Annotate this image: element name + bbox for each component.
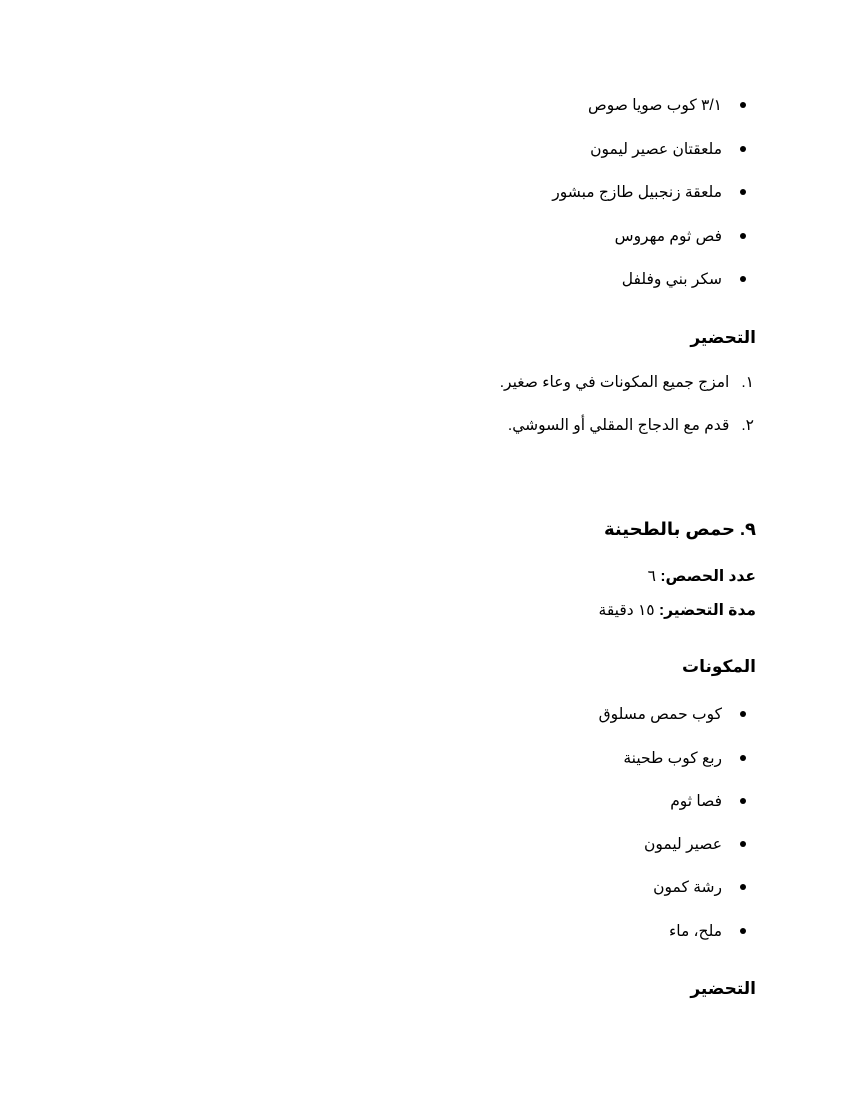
ingredient-text: سكر بني وفلفل (621, 271, 722, 288)
list-item (146, 140, 746, 160)
bullet-icon (740, 928, 746, 934)
bullet-icon (740, 711, 746, 717)
prep-time-value: ١٥ دقيقة (598, 602, 655, 619)
list-item (146, 878, 746, 898)
list-item (146, 792, 746, 812)
servings-label: عدد الحصص: (660, 568, 756, 585)
ingredient-text: ملعقتان عصير ليمون (590, 141, 722, 158)
ingredient-text: ربع كوب طحينة (623, 750, 722, 767)
list-item (146, 270, 746, 290)
step-item (154, 373, 754, 393)
bullet-icon (740, 146, 746, 152)
bullet-icon (740, 233, 746, 239)
ingredient-text: كوب حمص مسلوق (598, 706, 722, 723)
recipe-title: ٩. حمص بالطحينة (604, 519, 756, 539)
bullet-icon (740, 276, 746, 282)
list-item (146, 922, 746, 942)
step-number: ٢. (741, 417, 754, 434)
list-item (146, 749, 746, 769)
ingredient-text: ملعقة زنجبيل طازج مبشور (552, 184, 722, 201)
ingredient-text: رشة كمون (653, 879, 722, 896)
step-item (154, 416, 754, 436)
bullet-icon (740, 102, 746, 108)
list-item (146, 227, 746, 247)
list-item (146, 705, 746, 725)
preparation-heading: التحضير (690, 979, 756, 998)
preparation-heading: التحضير (690, 328, 756, 347)
ingredient-text: ملح، ماء (668, 923, 722, 940)
ingredient-text: فصا ثوم (670, 793, 722, 810)
bullet-icon (740, 884, 746, 890)
ingredients-heading: المكونات (681, 657, 756, 676)
prep-time-label: مدة التحضير: (658, 602, 756, 619)
step-text: قدم مع الدجاج المقلي أو السوشي. (507, 417, 730, 434)
ingredient-text: عصير ليمون (644, 836, 722, 853)
servings-value: ٦ (647, 568, 656, 585)
bullet-icon (740, 798, 746, 804)
step-number: ١. (741, 374, 754, 391)
prep-time-line (156, 601, 756, 621)
bullet-icon (740, 841, 746, 847)
list-item (146, 96, 746, 116)
bullet-icon (740, 189, 746, 195)
ingredient-text: ٣/١ كوب صويا صوص (588, 97, 722, 114)
bullet-icon (740, 755, 746, 761)
step-text: امزج جميع المكونات في وعاء صغير. (499, 374, 730, 391)
list-item (146, 835, 746, 855)
list-item (146, 183, 746, 203)
servings-line (156, 567, 756, 587)
ingredient-text: فص ثوم مهروس (614, 228, 722, 245)
